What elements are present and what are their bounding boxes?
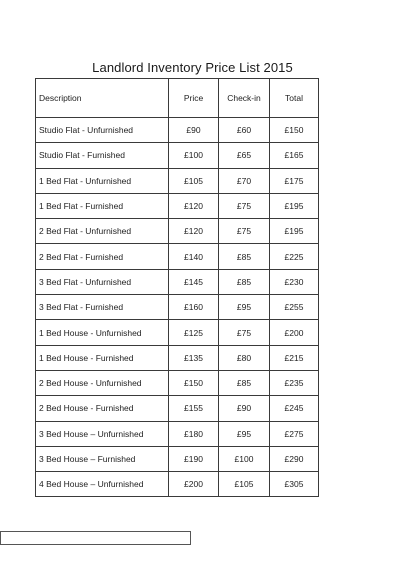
cell-total: £195 (270, 193, 319, 218)
cell-price: £160 (169, 295, 219, 320)
cell-price: £90 (169, 118, 219, 143)
cell-description: Studio Flat - Furnished (36, 143, 169, 168)
cell-description: 4 Bed House – Unfurnished (36, 472, 169, 497)
table-row (36, 118, 319, 143)
cell-checkin: £65 (219, 143, 270, 168)
cell-checkin: £80 (219, 345, 270, 370)
document-title: Landlord Inventory Price List 2015 (92, 60, 293, 75)
price-list-table (35, 78, 319, 497)
cell-total: £255 (270, 295, 319, 320)
table-row (36, 370, 319, 395)
header-checkin: Check-in (219, 79, 270, 118)
cell-description: Studio Flat - Unfurnished (36, 118, 169, 143)
cell-checkin: £70 (219, 168, 270, 193)
cell-price: £105 (169, 168, 219, 193)
cell-price: £120 (169, 219, 219, 244)
cell-description: 1 Bed House - Furnished (36, 345, 169, 370)
cell-description: 3 Bed Flat - Unfurnished (36, 269, 169, 294)
cell-checkin: £100 (219, 446, 270, 471)
header-description: Description (36, 79, 169, 118)
cell-total: £305 (270, 472, 319, 497)
cell-checkin: £75 (219, 320, 270, 345)
cell-price: £125 (169, 320, 219, 345)
cell-price: £135 (169, 345, 219, 370)
cell-checkin: £85 (219, 244, 270, 269)
cell-price: £180 (169, 421, 219, 446)
table-row (36, 269, 319, 294)
cell-total: £150 (270, 118, 319, 143)
cell-description: 1 Bed Flat - Furnished (36, 193, 169, 218)
cell-total: £200 (270, 320, 319, 345)
cell-price: £145 (169, 269, 219, 294)
table-row (36, 320, 319, 345)
table-row (36, 244, 319, 269)
cell-description: 3 Bed House – Furnished (36, 446, 169, 471)
table-row (36, 421, 319, 446)
cell-total: £245 (270, 396, 319, 421)
table-row (36, 219, 319, 244)
cell-price: £150 (169, 370, 219, 395)
cell-checkin: £75 (219, 219, 270, 244)
cell-price: £190 (169, 446, 219, 471)
table-row (36, 396, 319, 421)
cell-total: £215 (270, 345, 319, 370)
cell-checkin: £85 (219, 370, 270, 395)
footer-text-field[interactable] (0, 531, 191, 545)
cell-price: £140 (169, 244, 219, 269)
cell-description: 2 Bed Flat - Unfurnished (36, 219, 169, 244)
cell-description: 1 Bed Flat - Unfurnished (36, 168, 169, 193)
table-row (36, 193, 319, 218)
cell-total: £235 (270, 370, 319, 395)
cell-total: £230 (270, 269, 319, 294)
header-total: Total (270, 79, 319, 118)
cell-total: £175 (270, 168, 319, 193)
table-body (36, 118, 319, 497)
cell-total: £275 (270, 421, 319, 446)
cell-description: 2 Bed House - Unfurnished (36, 370, 169, 395)
cell-total: £165 (270, 143, 319, 168)
cell-total: £225 (270, 244, 319, 269)
cell-checkin: £75 (219, 193, 270, 218)
cell-checkin: £105 (219, 472, 270, 497)
cell-checkin: £90 (219, 396, 270, 421)
cell-price: £200 (169, 472, 219, 497)
cell-description: 2 Bed House - Furnished (36, 396, 169, 421)
table-row (36, 345, 319, 370)
cell-description: 3 Bed House – Unfurnished (36, 421, 169, 446)
cell-description: 2 Bed Flat - Furnished (36, 244, 169, 269)
cell-checkin: £60 (219, 118, 270, 143)
table-row (36, 472, 319, 497)
table-row (36, 446, 319, 471)
table-row (36, 143, 319, 168)
cell-checkin: £85 (219, 269, 270, 294)
cell-total: £290 (270, 446, 319, 471)
cell-checkin: £95 (219, 295, 270, 320)
cell-total: £195 (270, 219, 319, 244)
cell-price: £100 (169, 143, 219, 168)
cell-description: 1 Bed House - Unfurnished (36, 320, 169, 345)
header-price: Price (169, 79, 219, 118)
cell-checkin: £95 (219, 421, 270, 446)
cell-description: 3 Bed Flat - Furnished (36, 295, 169, 320)
cell-price: £120 (169, 193, 219, 218)
header-row (36, 79, 319, 118)
cell-price: £155 (169, 396, 219, 421)
table-row (36, 168, 319, 193)
table-row (36, 295, 319, 320)
